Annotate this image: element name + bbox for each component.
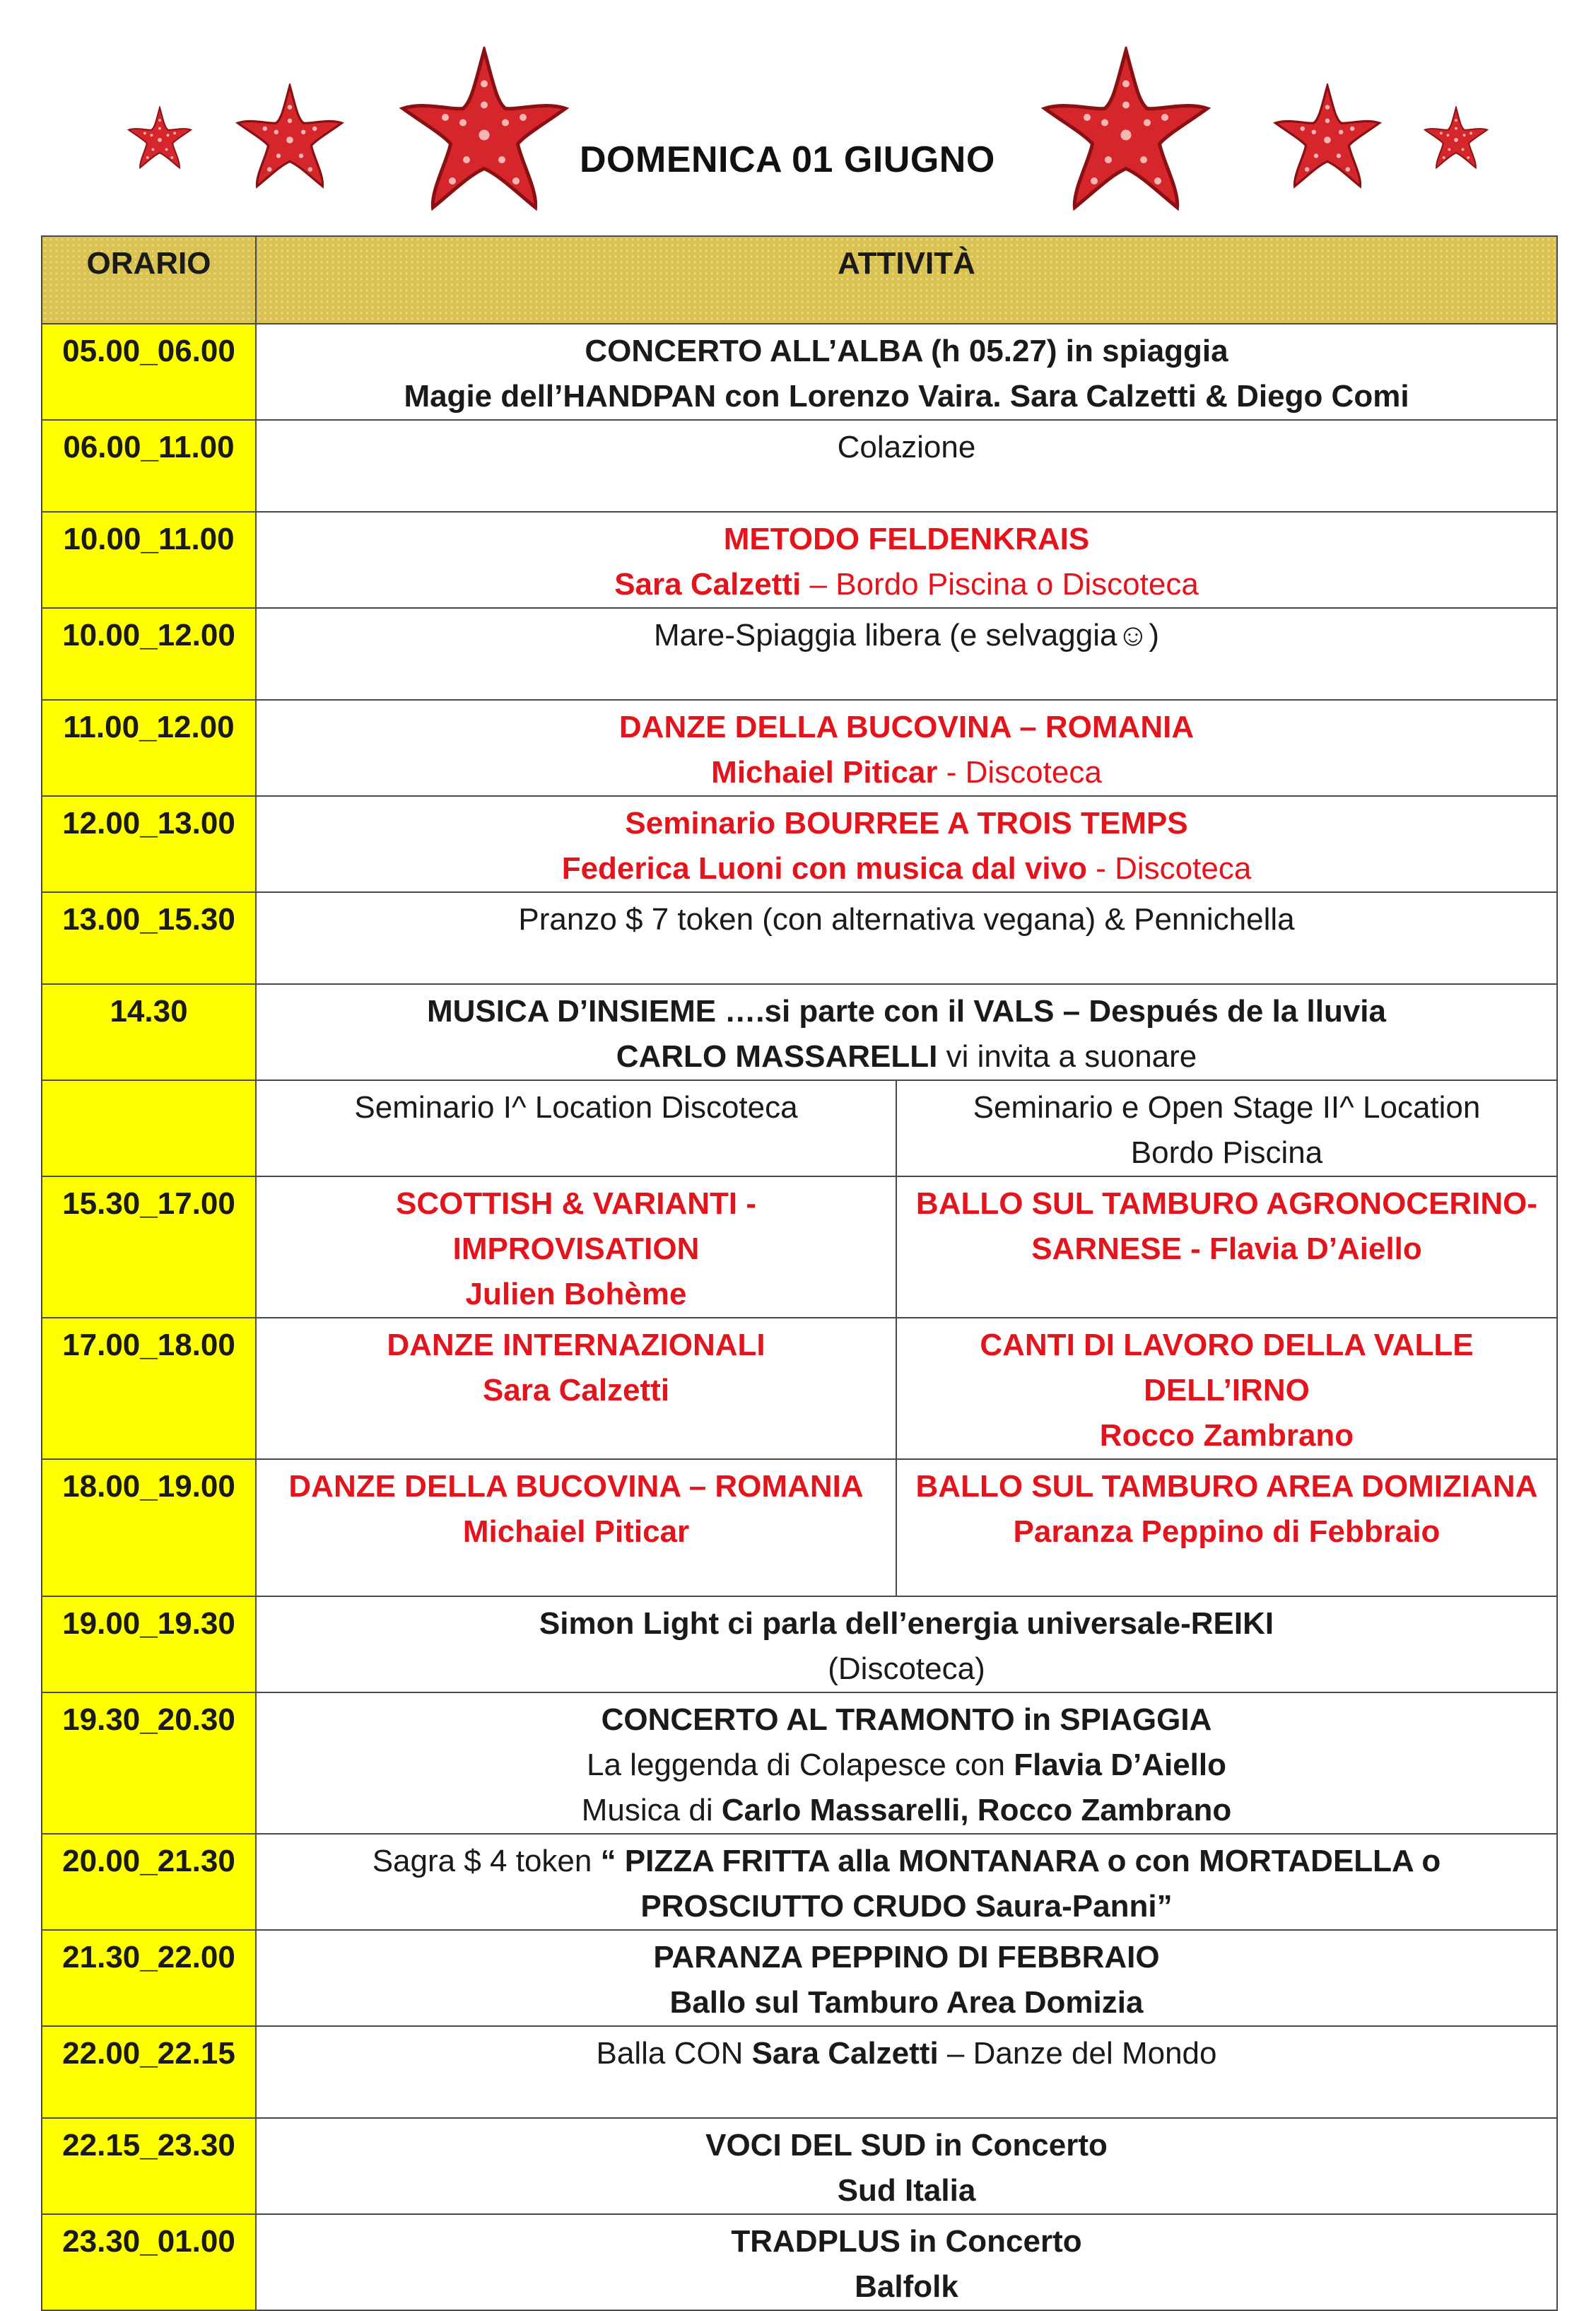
location-right — [896, 1080, 1557, 1176]
activity-host: Carlo Massarelli, Rocco Zambrano — [721, 1793, 1232, 1827]
activity-detail — [262, 1743, 1551, 1788]
time-cell: 17.00_18.00 — [42, 1318, 256, 1459]
activity-title: Pranzo $ 7 token (con alternativa vegana) & Pennichella — [518, 902, 1295, 937]
activity-detail — [262, 750, 1551, 795]
activity-title: BALLO SUL TAMBURO AGRONOCERINO- — [915, 1186, 1538, 1221]
activity-detail: Balfolk — [855, 2269, 958, 2304]
page-title: DOMENICA 01 GIUGNO — [580, 139, 995, 180]
activity-detail — [262, 1788, 1551, 1833]
activity-left — [256, 1459, 896, 1596]
time-cell: 19.30_20.30 — [42, 1692, 256, 1834]
time-cell: 18.00_19.00 — [42, 1459, 256, 1596]
activity-title: CONCERTO ALL’ALBA (h 05.27) in spiaggia — [585, 334, 1228, 368]
table-row — [42, 700, 1557, 796]
activity-detail — [262, 562, 1551, 607]
table-row — [42, 984, 1557, 1080]
activity-detail — [262, 846, 1551, 891]
starfish-icon — [233, 83, 346, 197]
activity-host: Rocco Zambrano — [1099, 1418, 1354, 1453]
time-cell: 13.00_15.30 — [42, 892, 256, 984]
activity-cell — [256, 1596, 1557, 1692]
activity-cell — [256, 892, 1557, 984]
activity-right — [896, 1459, 1557, 1596]
activity-title: Colazione — [837, 430, 976, 464]
location-left-label: Seminario I^ Location Discoteca — [354, 1090, 798, 1125]
activity-title: CONCERTO AL TRAMONTO in SPIAGGIA — [601, 1702, 1212, 1737]
activity-cell — [256, 700, 1557, 796]
time-cell: 12.00_13.00 — [42, 796, 256, 892]
activity-cell — [256, 2026, 1557, 2118]
activity-title: METODO FELDENKRAIS — [723, 522, 1090, 556]
activity-detail — [262, 1034, 1551, 1080]
activity-host: Sara Calzetti — [614, 567, 802, 602]
activity-detail-text: La leggenda di Colapesce con — [587, 1748, 1014, 1782]
time-cell: 10.00_12.00 — [42, 608, 256, 700]
header-attivita: ATTIVITÀ — [256, 236, 1557, 324]
activity-host: Julien Bohème — [465, 1277, 687, 1311]
table-row — [42, 420, 1557, 512]
location-row — [42, 1080, 1557, 1176]
activity-cell — [256, 1930, 1557, 2026]
activity-detail-text: Musica di — [581, 1793, 722, 1827]
activity-cell — [256, 512, 1557, 608]
activity-title: IMPROVISATION — [452, 1231, 700, 1266]
starfish-icon — [1271, 83, 1384, 197]
activity-cell — [256, 608, 1557, 700]
starfish-icon — [126, 106, 194, 174]
activity-title: MUSICA D’INSIEME ….si parte con il VALS – Después de la lluvia — [427, 994, 1386, 1029]
time-cell: 10.00_11.00 — [42, 512, 256, 608]
activity-host: Michaiel Piticar — [462, 1514, 690, 1549]
activity-title-text: Balla CON — [596, 2036, 752, 2071]
time-cell: 20.00_21.30 — [42, 1834, 256, 1930]
table-row — [42, 2026, 1557, 2118]
activity-left — [256, 1176, 896, 1318]
activity-cell — [256, 2214, 1557, 2310]
activity-title — [262, 1839, 1551, 1884]
table-row — [42, 1692, 1557, 1834]
activity-title: SARNESE - Flavia D’Aiello — [1031, 1231, 1422, 1266]
header-orario: ORARIO — [42, 236, 256, 324]
activity-host: Sara Calzetti — [482, 1373, 670, 1408]
activity-title: Simon Light ci parla dell’energia universale-REIKI — [539, 1606, 1274, 1641]
activity-detail: Magie dell’HANDPAN con Lorenzo Vaira. Sara Calzetti & Diego Comi — [404, 379, 1409, 414]
table-row — [42, 512, 1557, 608]
activity-title: DANZE DELLA BUCOVINA – ROMANIA — [288, 1469, 864, 1504]
activity-title: TRADPLUS in Concerto — [731, 2224, 1082, 2259]
time-cell: 11.00_12.00 — [42, 700, 256, 796]
activity-host: Paranza Peppino di Febbraio — [1013, 1514, 1440, 1549]
table-header-row — [42, 236, 1557, 324]
activity-location: - Discoteca — [1087, 851, 1252, 886]
activity-right — [896, 1176, 1557, 1318]
activity-detail: Ballo sul Tamburo Area Domizia — [669, 1985, 1144, 2020]
location-right-label: Seminario e Open Stage II^ Location — [973, 1090, 1481, 1125]
time-cell: 23.30_01.00 — [42, 2214, 256, 2310]
activity-title: DELL’IRNO — [1144, 1373, 1310, 1408]
activity-title: DANZE INTERNAZIONALI — [387, 1328, 765, 1362]
activity-title-bold: “ PIZZA FRITTA alla MONTANARA o con MORTADELLA o — [600, 1844, 1441, 1878]
activity-left — [256, 1318, 896, 1459]
activity-title: PARANZA PEPPINO DI FEBBRAIO — [653, 1940, 1160, 1974]
table-row — [42, 1459, 1557, 1596]
starfish-icon — [1422, 106, 1490, 174]
table-row — [42, 1930, 1557, 2026]
location-right-label: Bordo Piscina — [1130, 1135, 1323, 1170]
table-row — [42, 324, 1557, 420]
activity-title — [262, 2031, 1551, 2076]
activity-location: – Bordo Piscina o Discoteca — [801, 567, 1199, 602]
activity-host: CARLO MASSARELLI — [616, 1039, 938, 1074]
activity-cell — [256, 1692, 1557, 1834]
activity-title: DANZE DELLA BUCOVINA – ROMANIA — [618, 710, 1195, 744]
activity-title: Mare-Spiaggia libera (e selvaggia☺) — [653, 618, 1160, 653]
activity-detail: (Discoteca) — [828, 1651, 985, 1686]
time-cell: 22.00_22.15 — [42, 2026, 256, 2118]
activity-title: BALLO SUL TAMBURO AREA DOMIZIANA — [915, 1469, 1538, 1504]
activity-title-text: Sagra $ 4 token — [372, 1844, 601, 1878]
time-cell: 22.15_23.30 — [42, 2118, 256, 2214]
activity-host: Sara Calzetti — [751, 2036, 939, 2071]
activity-note: vi invita a suonare — [937, 1039, 1197, 1074]
starfish-icon — [396, 47, 573, 223]
activity-title: CANTI DI LAVORO DELLA VALLE — [980, 1328, 1474, 1362]
time-cell: 21.30_22.00 — [42, 1930, 256, 2026]
location-left — [256, 1080, 896, 1176]
page-header — [0, 0, 1596, 233]
activity-cell — [256, 984, 1557, 1080]
activity-title: Seminario BOURREE A TROIS TEMPS — [625, 806, 1188, 841]
time-cell-empty — [42, 1080, 256, 1176]
time-cell: 14.30 — [42, 984, 256, 1080]
table-row — [42, 892, 1557, 984]
activity-title: VOCI DEL SUD in Concerto — [705, 2128, 1108, 2163]
time-cell: 19.00_19.30 — [42, 1596, 256, 1692]
table-row — [42, 1834, 1557, 1930]
starfish-icon — [1038, 47, 1214, 223]
activity-location: - Discoteca — [937, 755, 1102, 790]
table-row — [42, 796, 1557, 892]
activity-right — [896, 1318, 1557, 1459]
table-row — [42, 608, 1557, 700]
time-cell: 15.30_17.00 — [42, 1176, 256, 1318]
table-row — [42, 1176, 1557, 1318]
activity-host: Michaiel Piticar — [711, 755, 938, 790]
activity-host: Flavia D’Aiello — [1014, 1748, 1226, 1782]
activity-title-text: – Danze del Mondo — [938, 2036, 1217, 2071]
activity-host: Federica Luoni con musica dal vivo — [561, 851, 1088, 886]
table-row — [42, 2118, 1557, 2214]
activity-cell — [256, 1834, 1557, 1930]
time-cell: 06.00_11.00 — [42, 420, 256, 512]
activity-detail: PROSCIUTTO CRUDO Saura-Panni” — [640, 1889, 1173, 1924]
activity-cell — [256, 796, 1557, 892]
time-cell: 05.00_06.00 — [42, 324, 256, 420]
schedule-table — [41, 235, 1558, 2311]
activity-title: SCOTTISH & VARIANTI - — [395, 1186, 757, 1221]
activity-cell — [256, 420, 1557, 512]
activity-detail: Sud Italia — [837, 2173, 976, 2208]
table-row — [42, 2214, 1557, 2310]
activity-cell — [256, 2118, 1557, 2214]
table-row — [42, 1596, 1557, 1692]
table-row — [42, 1318, 1557, 1459]
activity-cell — [256, 324, 1557, 420]
